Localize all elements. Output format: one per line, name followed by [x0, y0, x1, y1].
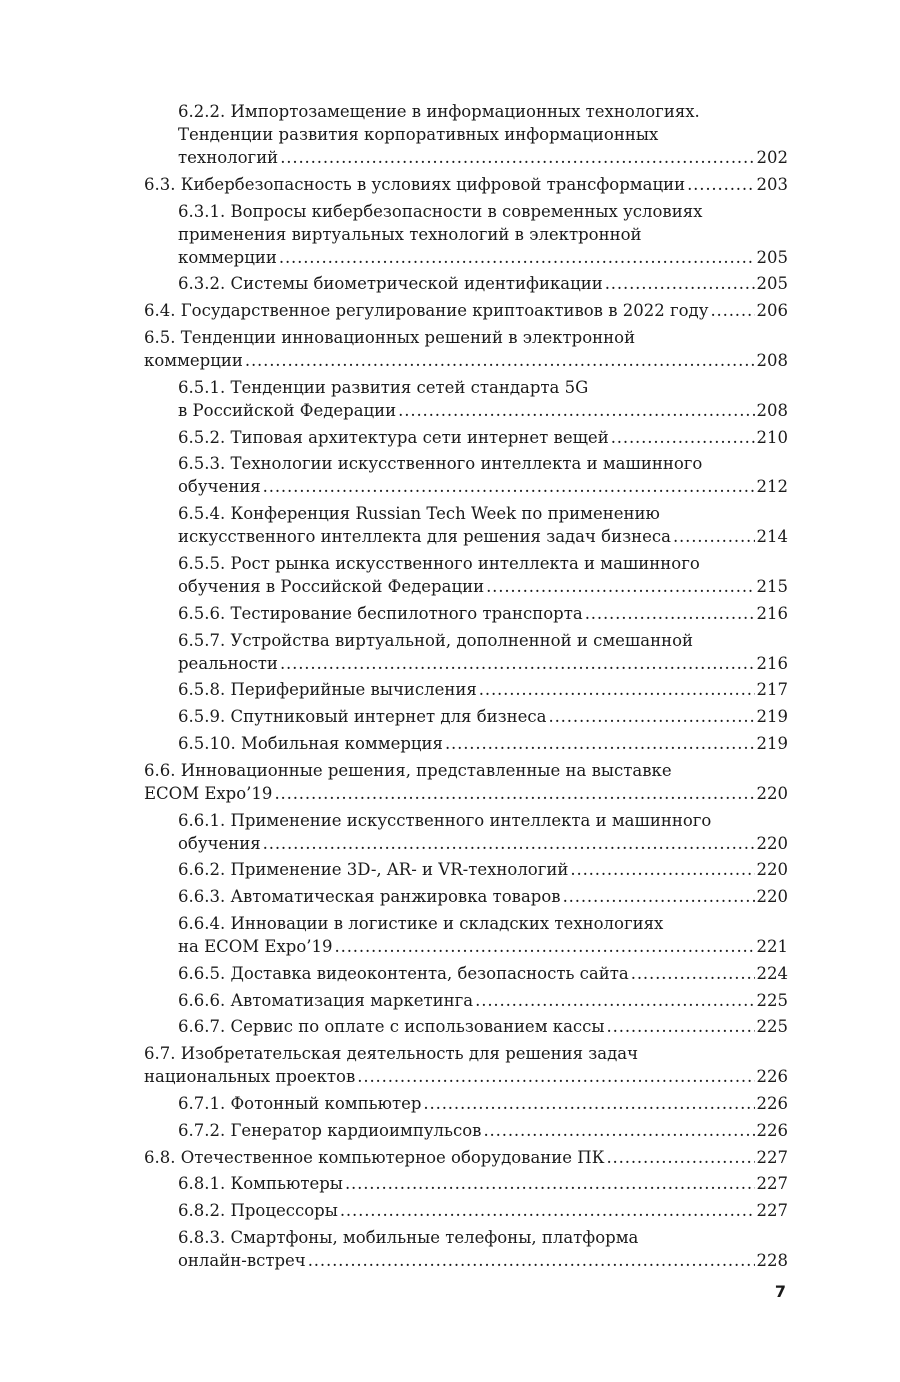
toc-entry-line: 6.8.3. Смартфоны, мобильные телефоны, платформа: [178, 1227, 639, 1247]
toc-entry-line: 6.6. Инновационные решения, представленные на выставке: [144, 760, 672, 780]
toc-entry-title: 6.6.6. Автоматизация маркетинга: [178, 990, 474, 1010]
dot-leader: [710, 299, 754, 322]
toc-entry-line: 6.5.1. Тенденции развития сетей стандарта 5G: [178, 377, 589, 397]
toc-entry-page: 226: [756, 1093, 788, 1113]
dot-leader: [483, 1119, 754, 1142]
toc-entry-title: 6.6.5. Доставка видеоконтента, безопасность сайта: [178, 963, 629, 983]
toc-entry-page: 225: [756, 1017, 788, 1037]
toc-entry-last-line: [178, 832, 788, 855]
toc-entry: [144, 1226, 788, 1272]
toc-entry-page: 220: [756, 783, 788, 803]
toc-entry: [144, 1172, 788, 1195]
dot-leader: [631, 962, 755, 985]
toc-entry-last-line: [178, 602, 788, 625]
dot-leader: [585, 602, 755, 625]
page-number: 7: [774, 1282, 786, 1301]
toc-entry: [144, 962, 788, 985]
toc-entry: [144, 552, 788, 598]
toc-entry-line: 6.5. Тенденции инновационных решений в электронной: [144, 327, 636, 347]
toc-entry-last-line: [178, 475, 788, 498]
toc-entry-title: ECOM Expo’19: [144, 783, 273, 803]
dot-leader: [605, 272, 755, 295]
toc-entry: [144, 173, 788, 196]
toc-entry-page: 215: [756, 576, 788, 596]
toc-entry-page: 206: [756, 301, 788, 321]
toc-entry-last-line: [144, 299, 788, 322]
dot-leader: [673, 525, 755, 548]
toc-entry-page: 227: [756, 1174, 788, 1194]
toc-entry-page: 216: [756, 603, 788, 623]
toc-entry-last-line: [178, 1092, 788, 1115]
toc-entry-page: 227: [756, 1147, 788, 1167]
toc-entry: [144, 502, 788, 548]
toc-entry-title: 6.6.3. Автоматическая ранжировка товаров: [178, 887, 561, 907]
toc-entry-line: 6.3.1. Вопросы кибербезопасности в современных условиях: [178, 201, 703, 221]
toc-entry-page: 220: [756, 833, 788, 853]
toc-entry-page: 226: [756, 1067, 788, 1087]
dot-leader: [607, 1015, 755, 1038]
toc-entry-last-line: [178, 272, 788, 295]
toc-entry: [144, 299, 788, 322]
toc-entry: [144, 426, 788, 449]
toc-entry-title: 6.6.2. Применение 3D-, AR- и VR-технологий: [178, 860, 569, 880]
dot-leader: [611, 426, 755, 449]
toc-entry-page: 219: [756, 733, 788, 753]
toc-entry-title: обучения: [178, 833, 261, 853]
toc-entry-title: 6.4. Государственное регулирование криптоактивов в 2022 году: [144, 301, 709, 321]
toc-entry-title: онлайн-встреч: [178, 1250, 306, 1270]
toc-entry-title: искусственного интеллекта для решения задач бизнеса: [178, 527, 671, 547]
toc-entry-page: 221: [756, 936, 788, 956]
toc-entry: [144, 705, 788, 728]
toc-entry-title: 6.5.2. Типовая архитектура сети интернет вещей: [178, 427, 609, 447]
dot-leader: [398, 399, 754, 422]
toc-entry-page: 208: [756, 400, 788, 420]
toc-entry-page: 225: [756, 990, 788, 1010]
toc-entry-line: Тенденции развития корпоративных информационных: [178, 125, 659, 144]
toc-entry-title: 6.5.9. Спутниковый интернет для бизнеса: [178, 707, 547, 727]
toc-entry-page: 226: [756, 1120, 788, 1140]
toc-entry: [144, 1146, 788, 1169]
dot-leader: [279, 246, 755, 269]
toc-entry-last-line: [178, 1015, 788, 1038]
toc-entry-line: 6.2.2. Импортозамещение в информационных технологиях.: [178, 102, 700, 121]
toc-entry-last-line: [178, 525, 788, 548]
toc-entry-last-line: [178, 885, 788, 908]
dot-leader: [423, 1092, 754, 1115]
toc-entry-last-line: [178, 678, 788, 701]
toc-entry-title: 6.7.2. Генератор кардиоимпульсов: [178, 1120, 482, 1140]
toc-entry: [144, 326, 788, 372]
toc-entry-title: реальности: [178, 653, 278, 673]
toc-entry-last-line: [178, 426, 788, 449]
toc-entry: [144, 272, 788, 295]
toc-entry-page: 208: [756, 350, 788, 370]
toc-entry-last-line: [178, 246, 788, 269]
toc-entry: [144, 1092, 788, 1115]
dot-leader: [335, 935, 755, 958]
dot-leader: [687, 173, 754, 196]
toc-entry-line: 6.6.4. Инновации в логистике и складских технологиях: [178, 913, 664, 933]
dot-leader: [570, 858, 754, 881]
dot-leader: [445, 732, 755, 755]
table-of-contents: [144, 100, 788, 1276]
toc-entry: [144, 759, 788, 805]
dot-leader: [340, 1199, 755, 1222]
toc-entry: [144, 452, 788, 498]
toc-entry-last-line: [178, 399, 788, 422]
toc-entry: [144, 732, 788, 755]
toc-entry-page: 202: [756, 148, 788, 167]
toc-entry: [144, 1042, 788, 1088]
toc-entry-last-line: [178, 989, 788, 1012]
dot-leader: [263, 832, 755, 855]
toc-entry-title: на ECOM Expo’19: [178, 936, 333, 956]
toc-entry-last-line: [178, 1119, 788, 1142]
toc-entry-title: 6.5.10. Мобильная коммерция: [178, 733, 443, 753]
toc-entry-line: 6.5.7. Устройства виртуальной, дополненной и смешанной: [178, 630, 694, 650]
toc-entry-page: 220: [756, 887, 788, 907]
toc-entry-title: коммерции: [178, 247, 277, 267]
toc-entry-last-line: [178, 962, 788, 985]
toc-entry-last-line: [178, 858, 788, 881]
toc-entry-page: 224: [756, 963, 788, 983]
toc-entry-page: 216: [756, 653, 788, 673]
toc-entry: [144, 602, 788, 625]
toc-entry-title: обучения в Российской Федерации: [178, 576, 485, 596]
toc-entry: [144, 1199, 788, 1222]
toc-entry-last-line: [178, 1172, 788, 1195]
toc-entry-line: 6.5.4. Конференция Russian Tech Week по применению: [178, 504, 660, 524]
toc-entry-page: 214: [756, 527, 788, 547]
dot-leader: [479, 678, 755, 701]
toc-entry-title: в Российской Федерации: [178, 400, 397, 420]
toc-entry: [144, 858, 788, 881]
toc-entry-line: 6.5.3. Технологии искусственного интеллекта и машинного: [178, 454, 703, 474]
toc-entry-last-line: [178, 652, 788, 675]
dot-leader: [308, 1249, 755, 1272]
toc-entry-last-line: [144, 173, 788, 196]
toc-entry-last-line: [144, 782, 788, 805]
toc-entry-title: 6.8.1. Компьютеры: [178, 1174, 343, 1194]
toc-entry-title: 6.7.1. Фотонный компьютер: [178, 1093, 422, 1113]
toc-entry-last-line: [144, 1146, 788, 1169]
toc-entry: [144, 1015, 788, 1038]
dot-leader: [475, 989, 754, 1012]
toc-entry-title: национальных проектов: [144, 1067, 356, 1087]
toc-entry: [144, 376, 788, 422]
toc-entry-page: 228: [756, 1250, 788, 1270]
toc-entry: [144, 629, 788, 675]
toc-entry-last-line: [178, 705, 788, 728]
toc-entry-page: 205: [756, 247, 788, 267]
toc-entry: [144, 912, 788, 958]
toc-entry-title: 6.3.2. Системы биометрической идентификации: [178, 274, 603, 294]
dot-leader: [357, 1065, 754, 1088]
toc-entry-title: 6.8.2. Процессоры: [178, 1201, 338, 1221]
dot-leader: [549, 705, 755, 728]
toc-entry-last-line: [178, 146, 788, 169]
toc-entry: [144, 100, 788, 169]
toc-entry-last-line: [178, 732, 788, 755]
toc-entry-last-line: [178, 1199, 788, 1222]
toc-entry: [144, 200, 788, 269]
dot-leader: [606, 1146, 754, 1169]
toc-entry-page: 219: [756, 707, 788, 727]
toc-entry-page: 210: [756, 427, 788, 447]
toc-entry-line: применения виртуальных технологий в электронной: [178, 224, 642, 244]
toc-entry: [144, 885, 788, 908]
dot-leader: [263, 475, 755, 498]
toc-entry-line: 6.7. Изобретательская деятельность для решения задач: [144, 1044, 639, 1064]
toc-entry-page: 205: [756, 274, 788, 294]
toc-entry-line: 6.5.5. Рост рынка искусственного интеллекта и машинного: [178, 553, 700, 573]
toc-entry-title: 6.3. Кибербезопасность в условиях цифровой трансформации: [144, 174, 686, 194]
dot-leader: [274, 782, 754, 805]
dot-leader: [486, 575, 754, 598]
toc-entry-page: 227: [756, 1201, 788, 1221]
toc-entry: [144, 678, 788, 701]
dot-leader: [280, 146, 754, 169]
toc-entry-page: 203: [756, 174, 788, 194]
toc-entry: [144, 809, 788, 855]
toc-entry-title: технологий: [178, 148, 279, 167]
toc-entry-last-line: [144, 1065, 788, 1088]
toc-entry-page: 212: [756, 477, 788, 497]
dot-leader: [280, 652, 755, 675]
toc-entry-last-line: [178, 935, 788, 958]
toc-entry-page: 220: [756, 860, 788, 880]
toc-entry-last-line: [178, 1249, 788, 1272]
toc-entry: [144, 1119, 788, 1142]
toc-entry-title: коммерции: [144, 350, 243, 370]
dot-leader: [345, 1172, 755, 1195]
dot-leader: [245, 349, 755, 372]
toc-entry-last-line: [178, 575, 788, 598]
toc-entry: [144, 989, 788, 1012]
toc-entry-line: 6.6.1. Применение искусственного интеллекта и машинного: [178, 810, 712, 830]
toc-entry-title: 6.8. Отечественное компьютерное оборудование ПК: [144, 1147, 605, 1167]
toc-entry-title: 6.5.6. Тестирование беспилотного транспорта: [178, 603, 583, 623]
dot-leader: [563, 885, 755, 908]
toc-entry-title: обучения: [178, 477, 261, 497]
toc-entry-page: 217: [756, 680, 788, 700]
toc-entry-title: 6.6.7. Сервис по оплате с использованием кассы: [178, 1017, 605, 1037]
toc-entry-last-line: [144, 349, 788, 372]
toc-entry-title: 6.5.8. Периферийные вычисления: [178, 680, 477, 700]
